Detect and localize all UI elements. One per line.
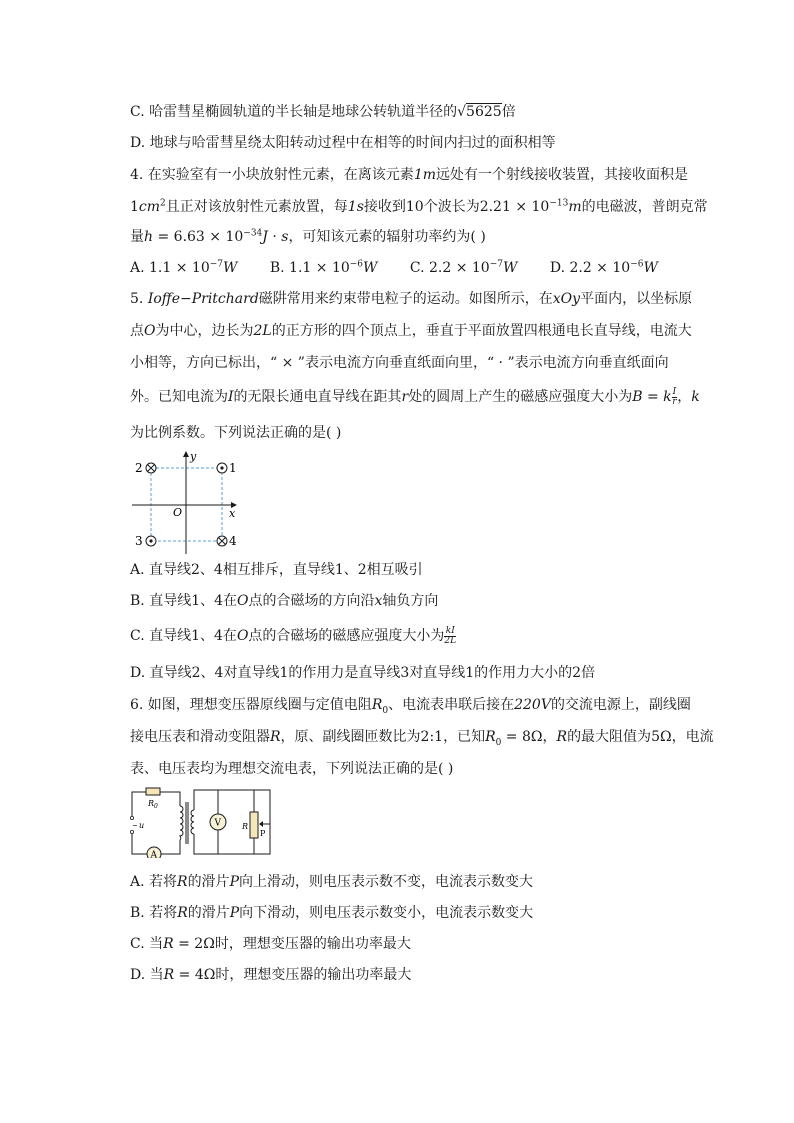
unit: W [643,260,658,276]
slider-p-label: P [260,829,266,838]
q5-stem-line-4 [130,387,700,407]
text: 远处有一个射线接收装置，其接收面积是 [436,167,688,183]
q4-option-d [550,258,658,278]
exponent: −6 [349,259,364,270]
exponent: −7 [209,259,224,270]
math: 10 [405,199,424,215]
math: = 2Ω [173,936,215,952]
x-axis-label: x [229,507,236,520]
fraction [444,627,456,646]
r0-resistor [146,788,160,795]
q6-transformer-circuit-figure [128,786,274,858]
text: C. 直导线1、4在 [130,628,237,644]
q5-option-c [130,626,456,646]
subscript: 0 [495,737,502,748]
wire-3-out-of-page-icon [146,536,156,546]
math: r [401,389,409,405]
exponent: 2 [160,198,166,209]
math: Ioffe−Pritchard [147,291,259,307]
math: m [568,199,582,215]
text: B. 若将 [130,905,178,921]
exponent: −6 [630,259,644,270]
math: 2L [253,323,272,339]
option-label: D. 2.2 × 10 [549,260,631,276]
text: 点的合磁场的磁感应强度大小为 [248,628,445,644]
text: 的滑片 [187,905,230,921]
text: 的无限长通电直导线在距其 [233,389,402,405]
sqrt-radicand: 5625 [466,104,502,120]
math: 2:1 [420,729,444,745]
wire-3-label: 3 [135,534,143,548]
text: ，可知该元素的辐射功率约为( ) [288,229,486,245]
question-number: 5. [130,291,148,307]
q3-option-d: D. 地球与哈雷彗星绕太阳转动过程中在相等的时间内扫过的面积相等 [130,135,556,151]
math: P [229,905,240,921]
text: 点 [130,323,144,339]
math: 1 [130,199,139,215]
math: P [229,874,239,890]
math: R [556,729,568,745]
secondary-coil [191,810,194,834]
q4-stem-line-2 [130,197,708,217]
unit: W [363,260,378,276]
numerator: kI [445,625,455,636]
q3-option-c-text: C. 哈雷彗星椭圆轨道的半长轴是地球公转轨道半径的 [130,104,458,120]
exponent: −7 [489,259,503,270]
text: 量 [130,229,144,245]
r0-label-sub: 0 [154,803,158,810]
wire-1-label: 1 [229,461,237,475]
text: 个波长为 [423,199,480,215]
exponent: −34 [243,228,263,239]
q6-option-a [130,872,533,892]
text: 且正对该放射性元素放置，每 [165,199,348,215]
source-u-label: u [139,821,145,830]
rheostat-label: R [242,822,249,831]
denominator: 2L [444,635,457,646]
text: 处的圆周上产生的磁感应强度大小为 [408,389,633,405]
ac-terminal-bottom-icon [130,830,133,833]
math: = 8Ω [501,729,543,745]
math: = 6.63 × 10 [153,229,244,245]
text: 接收到 [363,199,406,215]
q5-option-a: A. 直导线2、4相互排斥，直导线1、2相互吸引 [130,562,423,578]
ac-source-symbol: ~ [132,822,138,830]
text: 的滑片 [187,874,230,890]
primary-coil [180,806,183,840]
q4-option-b [270,258,378,278]
text: 4. 在实验室有一小块放射性元素，在离该元素 [130,167,414,183]
math: R [177,874,188,890]
math: R [270,729,281,745]
numerator: I [672,386,677,397]
q3-option-c-suffix: 倍 [501,104,516,120]
text: 接电压表和滑动变阻器 [130,729,270,745]
math: O [236,628,249,644]
math: O [144,323,156,339]
math: cm [138,199,161,215]
denominator: r [672,396,677,407]
q5-option-d: D. 直导线2、4对直导线1的作用力是直导线3对直导线1的作用力大小的2倍 [130,665,596,681]
text: ，已知 [443,729,486,745]
math: 1m [413,167,436,183]
math: I [228,389,234,405]
ammeter-label: A [150,850,157,858]
text: 点的合磁场的方向沿 [248,593,375,609]
option-label: C. 2.2 × 10 [409,260,490,276]
math: 220V [514,697,551,713]
math: xOy [552,291,581,307]
math: R [177,905,188,921]
wire-4-into-page-icon [217,536,227,546]
unit: W [223,260,238,276]
math: h [144,229,154,245]
math: 2.21 × 10 [479,199,550,215]
q4-stem-line-1 [130,165,688,185]
text: 的正方形的四个顶点上，垂直于平面放置四根通电长直导线，电流大 [271,323,692,339]
q5-stem-line-5: 为比例系数。下列说法正确的是( ) [130,425,342,441]
text: 时，理想变压器的输出功率最大 [214,936,411,952]
text: ，原、副线圈匝数比为 [280,729,421,745]
q6-stem-line-1 [130,695,691,715]
q5-magnetic-trap-figure [128,450,248,555]
text: 6. 如图，理想变压器原线圈与定值电阻 [130,697,372,713]
q4-option-c [410,258,518,278]
wire-4-label: 4 [229,534,237,548]
q6-stem-line-2 [130,727,714,747]
math: R [163,967,175,983]
math: k [691,389,700,405]
rheostat-r [250,812,258,838]
q5-stem-line-2 [130,321,692,341]
text: 磁阱常用来约束带电粒子的运动。如图所示，在 [258,291,553,307]
q4-options [130,258,686,278]
text: A. 若将 [130,874,178,890]
text: 平面内，以坐标原 [580,291,693,307]
wire-2-into-page-icon [146,463,156,473]
text: C. 当 [130,936,164,952]
wire-2-label: 2 [135,461,143,475]
q3-option-c [130,102,516,122]
math: R [163,936,174,952]
exponent: −13 [549,198,569,209]
ac-terminal-top-icon [130,816,133,819]
text: 外。已知电流为 [130,389,228,405]
origin-label: O [173,506,183,519]
text: 向上滑动，则电压表示数不变，电流表示数变大 [238,874,533,890]
math: = k [642,389,672,405]
text: 的最大阻值为 [567,729,652,745]
text: ， [677,389,692,405]
math: R [371,697,383,713]
text: ， [542,729,557,745]
q4-option-a [130,258,237,278]
q6-option-b [130,903,533,923]
math: 1s [347,199,364,215]
option-label: B. 1.1 × 10 [269,260,350,276]
math: J · s [262,229,289,245]
math: O [237,593,249,609]
math: B [632,389,643,405]
text: 、电流表串联后接在 [388,697,515,713]
wire-1-out-of-page-icon [217,463,227,473]
ammeter-icon [147,847,161,858]
math: = 4Ω [174,967,216,983]
q6-stem-line-3: 表、电压表均为理想交流电表，下列说法正确的是( ) [130,761,454,777]
q5-stem-line-1 [130,289,692,309]
text: D. 当 [130,967,164,983]
subscript: 0 [382,705,389,716]
text: 的交流电源上，副线圈 [550,697,691,713]
q6-option-d [130,965,411,985]
r0-label-letter: R [148,799,155,808]
unit: W [503,260,518,276]
text: ，电流 [671,729,714,745]
text: 时，理想变压器的输出功率最大 [215,967,412,983]
q5-option-b [130,591,438,611]
voltmeter-label: V [214,818,221,829]
math: x [374,593,383,609]
text: 为中心，边长为 [155,323,254,339]
q6-option-c [130,934,411,954]
text: 向下滑动，则电压表示数变小，电流表示数变大 [239,905,534,921]
y-axis-label: y [190,450,197,463]
text: B. 直导线1、4在 [130,593,238,609]
sqrt-symbol: √ [457,104,467,120]
option-label: A. 1.1 × 10 [130,260,210,276]
q5-stem-line-3: 小相等，方向已标出，“ × ”表示电流方向垂直纸面向里，“ · ”表示电流方向垂直纸面向 [130,355,669,371]
text: 轴负方向 [382,593,439,609]
slider-arrow-icon [259,821,263,827]
q4-stem-line-3 [130,227,486,247]
math: R [485,729,496,745]
voltmeter-icon [210,814,226,830]
math: 5Ω [651,729,672,745]
r0-label [147,799,158,810]
text: 的电磁波，普朗克常 [581,199,708,215]
